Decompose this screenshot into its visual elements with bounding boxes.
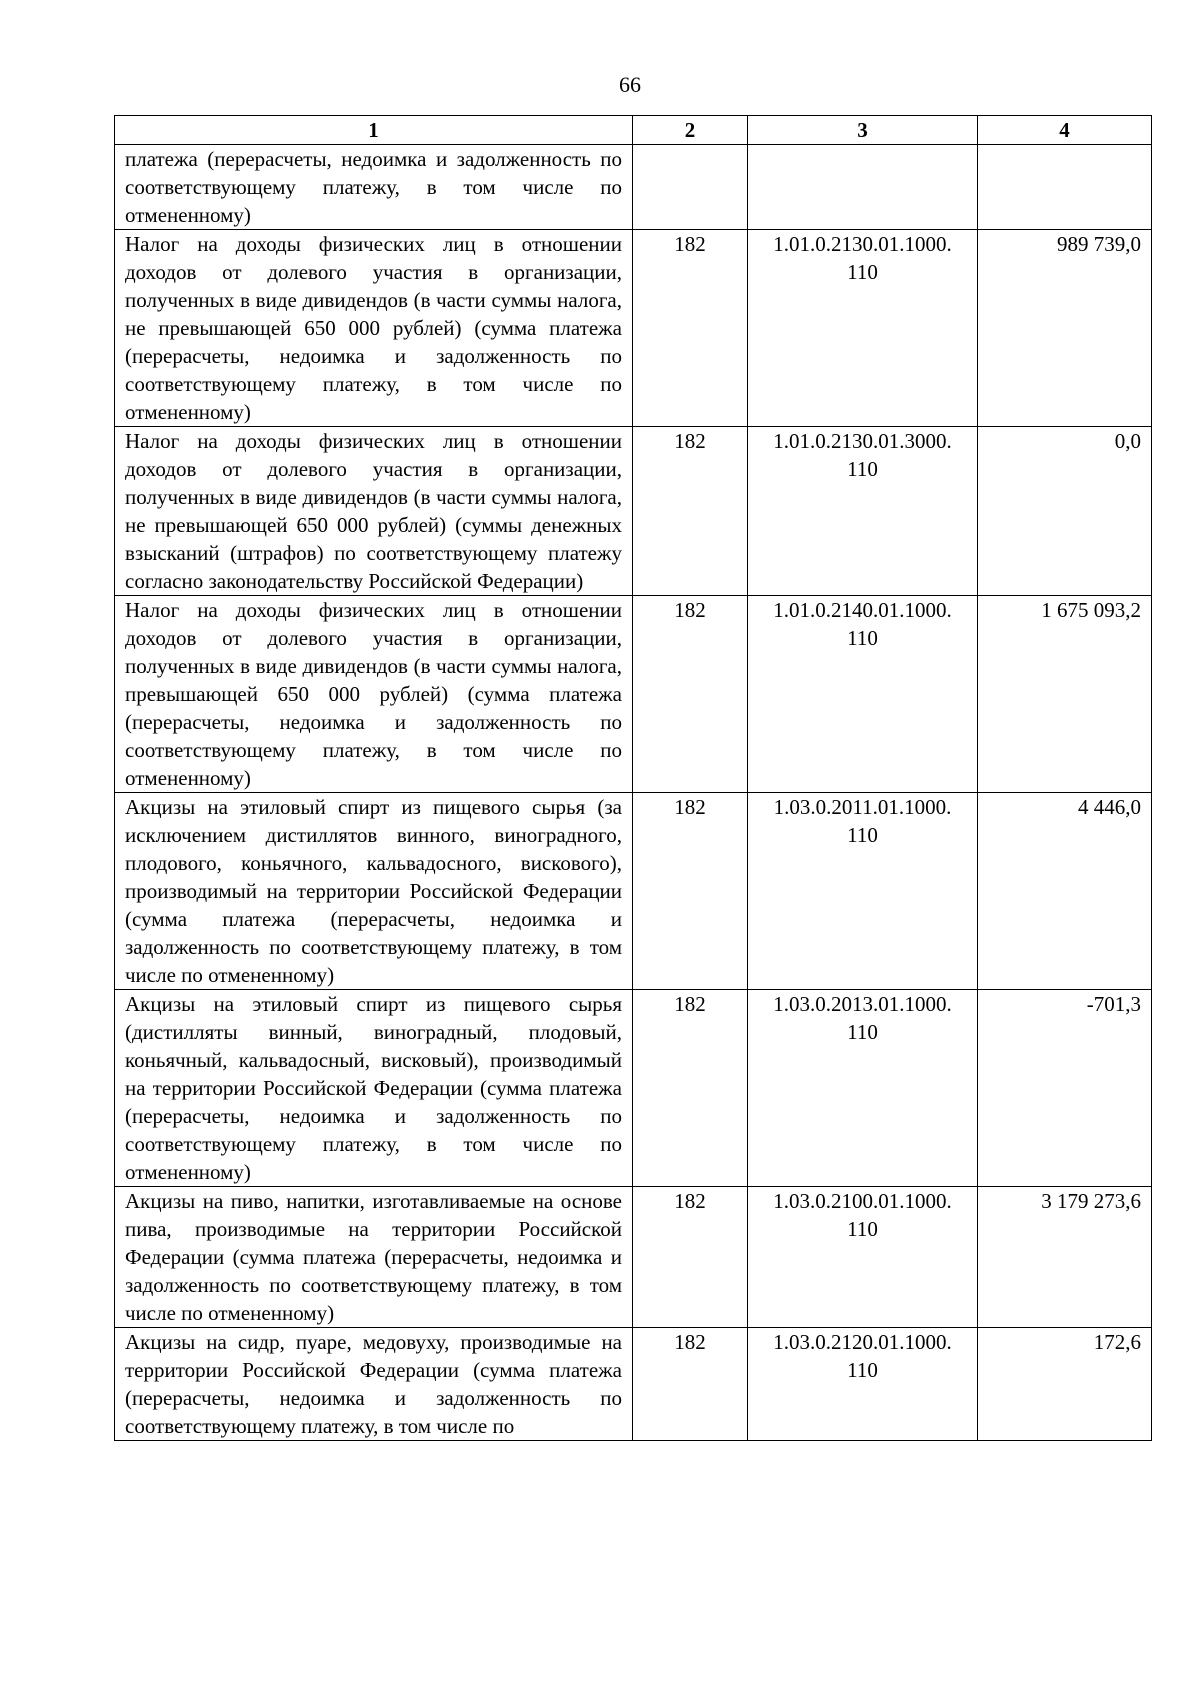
column-header-3: 3 (748, 116, 978, 145)
amount-cell: 4 446,0 (978, 793, 1152, 990)
amount-cell: 989 739,0 (978, 230, 1152, 427)
column-header-2: 2 (633, 116, 748, 145)
administrator-code-cell: 182 (633, 230, 748, 427)
administrator-code-cell: 182 (633, 427, 748, 596)
table-row (115, 427, 1152, 596)
page-number: 66 (619, 72, 641, 97)
table-row (115, 793, 1152, 990)
revenue-name-cell: Налог на доходы физических лиц в отношении доходов от долевого участия в организации, полученных в виде дивидендов (в части суммы налога, превышающей 650 000 рублей) (сумма платежа (перерасчеты, недоимка и задолженность по соответствующему платежу, в том числе по отмененному) (115, 596, 633, 793)
revenue-name-cell: Акцизы на сидр, пуаре, медовуху, производимые на территории Российской Федерации (сумма платежа (перерасчеты, недоимка и задолженность по соответствующему платежу, в том числе по (115, 1328, 633, 1441)
budget-classification-code-cell: 1.03.0.2013.01.1000. 110 (748, 990, 978, 1187)
administrator-code-cell: 182 (633, 793, 748, 990)
column-header-4: 4 (978, 116, 1152, 145)
administrator-code-cell: 182 (633, 1328, 748, 1441)
budget-classification-code-cell: 1.01.0.2140.01.1000. 110 (748, 596, 978, 793)
column-header-1: 1 (115, 116, 633, 145)
table-row (115, 230, 1152, 427)
administrator-code-cell: 182 (633, 1187, 748, 1328)
budget-classification-code-cell: 1.03.0.2120.01.1000. 110 (748, 1328, 978, 1441)
revenue-name-cell: Акцизы на этиловый спирт из пищевого сырья (дистилляты винный, виноградный, плодовый, коньячный, кальвадосный, висковый), производимый на территории Российской Федерации (сумма платежа (перерасчеты, недоимка и задолженность по соответствующему платежу, в том числе по отмененному) (115, 990, 633, 1187)
budget-classification-code-cell: 1.03.0.2100.01.1000. 110 (748, 1187, 978, 1328)
amount-cell (978, 145, 1152, 230)
table-row (115, 990, 1152, 1187)
header-row (115, 116, 1152, 145)
revenue-name-cell: Акцизы на этиловый спирт из пищевого сырья (за исключением дистиллятов винного, виноградного, плодового, коньячного, кальвадосного, вискового), производимый на территории Российской Федерации (сумма платежа (перерасчеты, недоимка и задолженность по соответствующему платежу, в том числе по отмененному) (115, 793, 633, 990)
budget-classification-code-cell: 1.01.0.2130.01.1000. 110 (748, 230, 978, 427)
budget-classification-code-cell: 1.01.0.2130.01.3000. 110 (748, 427, 978, 596)
revenue-name-cell: Акцизы на пиво, напитки, изготавливаемые на основе пива, производимые на территории Российской Федерации (сумма платежа (перерасчеты, недоимка и задолженность по соответствующему платежу, в том числе по отмененному) (115, 1187, 633, 1328)
amount-cell: 0,0 (978, 427, 1152, 596)
table-row (115, 1187, 1152, 1328)
table-row (115, 1328, 1152, 1441)
budget-classification-code-cell (748, 145, 978, 230)
amount-cell: 172,6 (978, 1328, 1152, 1441)
amount-cell: -701,3 (978, 990, 1152, 1187)
amount-cell: 1 675 093,2 (978, 596, 1152, 793)
revenue-name-cell: Налог на доходы физических лиц в отношении доходов от долевого участия в организации, полученных в виде дивидендов (в части суммы налога, не превышающей 650 000 рублей) (сумма платежа (перерасчеты, недоимка и задолженность по соответствующему платежу, в том числе по отмененному) (115, 230, 633, 427)
budget-classification-code-cell: 1.03.0.2011.01.1000. 110 (748, 793, 978, 990)
amount-cell: 3 179 273,6 (978, 1187, 1152, 1328)
revenue-name-cell: платежа (перерасчеты, недоимка и задолженность по соответствующему платежу, в том числе по отмененному) (115, 145, 633, 230)
administrator-code-cell (633, 145, 748, 230)
revenue-table (114, 115, 1152, 1441)
table-row (115, 596, 1152, 793)
revenue-name-cell: Налог на доходы физических лиц в отношении доходов от долевого участия в организации, полученных в виде дивидендов (в части суммы налога, не превышающей 650 000 рублей) (суммы денежных взысканий (штрафов) по соответствующему платежу согласно законодательству Российской Федерации) (115, 427, 633, 596)
table-row (115, 145, 1152, 230)
administrator-code-cell: 182 (633, 596, 748, 793)
administrator-code-cell: 182 (633, 990, 748, 1187)
